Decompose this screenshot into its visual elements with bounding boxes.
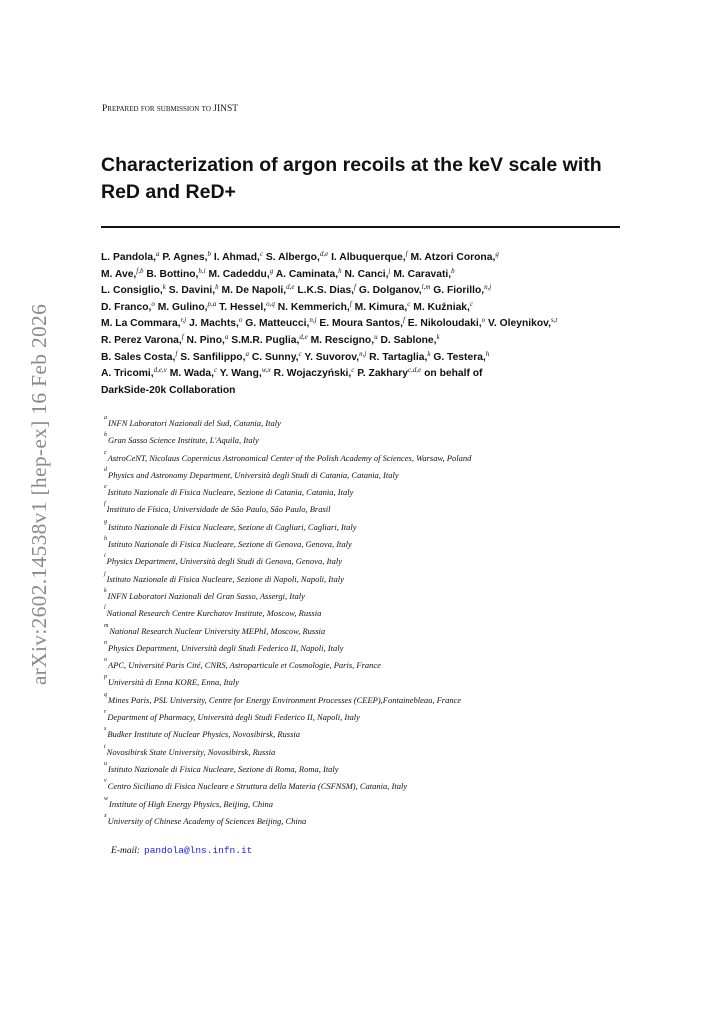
- author-affiliation-mark: f: [354, 283, 356, 292]
- author-name: S.M.R. Puglia,: [231, 334, 300, 346]
- affiliation-tag: w: [104, 795, 109, 802]
- author: [331, 252, 408, 263]
- affiliation-item: [104, 571, 634, 588]
- affiliation-item: [104, 605, 634, 622]
- affiliation-tag: v: [104, 778, 107, 785]
- affiliation-item: [104, 450, 634, 467]
- author: [157, 299, 217, 313]
- affiliation-tag: e: [104, 484, 107, 491]
- email-link[interactable]: pandola@lns.infn.it: [144, 845, 253, 856]
- affiliation-item: [104, 744, 634, 761]
- author-name: A. Tricomi,: [101, 368, 154, 380]
- affiliation-tag: a: [104, 415, 107, 421]
- affiliation-item: [104, 674, 634, 691]
- author-name: N. Kemmerich,: [277, 301, 350, 313]
- affiliation-text: Department of Pharmacy, Università degli Studi Federico II, Napoli, Italy: [107, 712, 360, 723]
- author: [275, 266, 342, 280]
- author-name: N. Pino,: [186, 334, 225, 346]
- author: [393, 266, 455, 280]
- author: [310, 332, 378, 346]
- affiliation-text: National Research Nuclear University MEPhI, Moscow, Russia: [109, 625, 326, 636]
- affiliation-item: [104, 432, 634, 449]
- author-affiliation-mark: u: [374, 332, 378, 341]
- affiliation-item: [104, 588, 634, 605]
- author-name: D. Franco,: [101, 301, 152, 313]
- author-affiliation-mark: c: [469, 299, 473, 308]
- author-affiliation-mark: w,x: [261, 366, 271, 375]
- affiliation-item: [104, 519, 634, 536]
- affiliation-tag: b: [104, 432, 107, 439]
- author-affiliation-mark: f: [175, 349, 178, 358]
- author: [251, 349, 302, 363]
- affiliation-text: Istituto Nazionale di Fisica Nucleare, Sezione di Cagliari, Cagliari, Italy: [108, 521, 357, 532]
- author-name: B. Sales Costa,: [101, 351, 176, 363]
- author: [380, 332, 440, 346]
- author-name: I. Ahmad,: [213, 252, 260, 263]
- affiliation-tag: l: [104, 605, 106, 612]
- author-name: M. Atzori Corona,: [410, 252, 496, 263]
- affiliation-text: Istituto Nazionale di Fisica Nucleare, Sezione di Napoli, Napoli, Italy: [106, 573, 344, 584]
- affiliation-item: [104, 761, 634, 778]
- affiliation-text: National Research Centre Kurchatov Institute, Moscow, Russia: [106, 608, 322, 619]
- author-name: M. Ave,: [101, 268, 137, 280]
- author: [369, 349, 431, 363]
- author-line: [101, 366, 626, 383]
- author-affiliation-mark: c: [351, 366, 355, 375]
- author: [220, 368, 271, 379]
- affiliation-tag: h: [104, 536, 107, 543]
- author-name: C. Sunny,: [251, 351, 299, 363]
- author-name: P. Zakhary: [357, 368, 409, 380]
- author-affiliation-mark: g: [495, 250, 499, 258]
- author-name: M. Kimura,: [354, 301, 408, 313]
- affiliation-text: Mines Paris, PSL University, Centre for Energy Environment Processes (CEEP),Fontainebleau, France: [108, 694, 462, 705]
- author-affiliation-mark: b: [451, 266, 455, 275]
- author: [101, 349, 178, 363]
- author: [222, 285, 295, 296]
- author-name: S. Davini,: [168, 285, 216, 297]
- affiliation-tag: t: [104, 743, 106, 750]
- author-name: A. Caminata,: [275, 268, 339, 280]
- arxiv-identifier-stamp: [20, 292, 60, 697]
- affiliation-item: [104, 657, 634, 674]
- author: [488, 318, 557, 329]
- affiliation-text: Centro Siciliano di Fisica Nucleare e Struttura della Materia (CSFNSM), Catania, Italy: [107, 781, 408, 792]
- affiliation-tag: k: [104, 587, 107, 594]
- affiliation-text: Gran Sasso Science Institute, L'Aquila, Italy: [108, 435, 259, 446]
- author-affiliation-mark: f: [181, 332, 184, 341]
- author-affiliation-mark: c: [259, 250, 263, 258]
- affiliation-text: Instituto de Física, Universidade de São Paulo, São Paulo, Brasil: [106, 504, 331, 515]
- author-affiliation-mark: c: [214, 366, 218, 375]
- paper-title: [101, 152, 626, 206]
- author-affiliation-mark: n,j: [484, 283, 492, 292]
- affiliation-tag: s: [104, 726, 107, 733]
- affiliation-text: APC, Université Paris Cité, CNRS, Astroparticule et Cosmologie, Paris, France: [108, 660, 381, 671]
- affiliation-item: [104, 813, 634, 830]
- author-line: [101, 250, 626, 267]
- affiliation-tag: f: [104, 501, 106, 508]
- author-name: M. Cadeddu,: [208, 268, 270, 280]
- affiliation-item: [104, 501, 634, 518]
- author: [357, 368, 421, 379]
- author-affiliation-mark: n,j: [309, 316, 317, 325]
- author-affiliation-mark: o: [481, 316, 486, 325]
- author-name: N. Canci,: [344, 268, 389, 280]
- author: [101, 368, 167, 379]
- author-name: R. Tartaglia,: [369, 351, 428, 363]
- affiliation-item: [104, 623, 634, 640]
- author-name: M. Gulino,: [157, 301, 208, 313]
- author-affiliation-mark: c,d,e: [408, 366, 422, 375]
- author: [169, 285, 219, 296]
- affiliation-item: [104, 778, 634, 795]
- affiliation-text: Institute of High Energy Physics, Beijing, China: [109, 798, 274, 809]
- author-affiliation-mark: d,e: [299, 332, 308, 341]
- author-affiliation-mark: d,e,v: [153, 366, 167, 375]
- author-name: I. Albuquerque,: [331, 252, 406, 263]
- author: [245, 318, 316, 329]
- author-affiliation-mark: f,b: [136, 266, 144, 275]
- author-affiliation-mark: o: [151, 299, 155, 308]
- author-name: G. Dolganov,: [358, 285, 422, 297]
- author-affiliation-mark: k: [436, 332, 440, 341]
- author-name: R. Wojaczyński,: [273, 368, 352, 380]
- author: [231, 332, 308, 346]
- affiliation-text: INFN Laboratori Nazionali del Sud, Catania, Italy: [108, 418, 281, 428]
- contact-email: [111, 845, 252, 856]
- author-line: [101, 316, 626, 333]
- author-name: Y. Wang,: [219, 368, 262, 380]
- author-name: D. Sablone,: [380, 334, 437, 346]
- author-affiliation-mark: h,i: [198, 266, 206, 275]
- affiliation-list: [104, 415, 634, 830]
- author-name: R. Perez Varona,: [101, 334, 182, 346]
- author: [413, 299, 473, 313]
- affiliation-tag: o: [104, 657, 107, 664]
- affiliation-item: [104, 709, 634, 726]
- author-name: G. Fiorillo,: [433, 285, 485, 297]
- affiliation-item: [104, 467, 634, 484]
- affiliation-text: Istituto Nazionale di Fisica Nucleare, Sezione di Roma, Roma, Italy: [108, 763, 339, 774]
- author-name: E. Moura Santos,: [319, 318, 403, 330]
- author-name: B. Bottino,: [146, 268, 199, 280]
- author-affiliation-mark: f: [402, 316, 405, 325]
- affiliation-tag: r: [104, 709, 107, 716]
- affiliation-text: INFN Laboratori Nazionali del Gran Sasso, Assergi, Italy: [107, 590, 305, 601]
- author-line: [101, 333, 626, 350]
- author-affiliation-mark: s,t: [550, 316, 558, 325]
- author-affiliation-mark: g: [269, 266, 274, 275]
- author-affiliation-mark: b: [207, 250, 212, 258]
- affiliation-text: Novosibirsk State University, Novosibirsk, Russia: [106, 746, 276, 757]
- author: [433, 349, 490, 363]
- affiliation-tag: d: [104, 466, 107, 473]
- author-name: L. Pandola,: [101, 252, 156, 263]
- affiliation-text: Physics Department, Università degli Studi di Genova, Genova, Italy: [106, 556, 343, 567]
- affiliation-text: AstroCeNT, Nicolaus Copernicus Astronomical Center of the Polish Academy of Sciences, Warsaw, Poland: [107, 452, 472, 463]
- author-line: [101, 350, 626, 367]
- author-affiliation-mark: k: [427, 349, 431, 358]
- affiliation-tag: n: [104, 639, 107, 646]
- author-name: M. Caravati,: [393, 268, 452, 280]
- affiliation-text: Università di Enna KORE, Enna, Italy: [108, 677, 240, 688]
- affiliation-item: [104, 796, 634, 813]
- author-name: J. Machts,: [189, 318, 239, 330]
- affiliation-tag: p: [104, 674, 107, 681]
- author-affiliation-mark: f: [405, 250, 408, 258]
- submission-note: Prepared for submission to JINST: [102, 104, 239, 114]
- author-name: S. Sanfilippo,: [180, 351, 246, 363]
- affiliation-tag: q: [104, 691, 107, 698]
- author-affiliation-mark: o,q: [266, 299, 275, 308]
- author-affiliation-mark: l,m: [421, 283, 431, 292]
- affiliation-text: Physics and Astronomy Department, Università degli Studi di Catania, Catania, Italy: [108, 469, 399, 480]
- paper-title-line-2: ReD and ReD+: [101, 181, 236, 203]
- author-name: M. La Commara,: [101, 318, 181, 330]
- author-name: E. Nikoloudaki,: [407, 318, 482, 330]
- author: [410, 252, 498, 263]
- author: [146, 266, 206, 280]
- affiliation-item: [104, 415, 634, 432]
- author-line: [101, 300, 626, 317]
- author-name: G. Testera,: [433, 351, 486, 363]
- affiliation-tag: g: [104, 518, 107, 525]
- affiliation-tag: c: [104, 449, 107, 456]
- author-affiliation-mark: k: [162, 283, 166, 292]
- author-affiliation-mark: p,a: [207, 299, 217, 308]
- author-suffix: on behalf of: [424, 368, 483, 380]
- affiliation-item: [104, 726, 634, 743]
- affiliation-text: Physics Department, Università degli Studi Federico II, Napoli, Italy: [108, 642, 344, 653]
- author-line: [101, 283, 626, 300]
- author: [304, 349, 367, 363]
- collaboration-name: DarkSide-20k Collaboration: [101, 384, 236, 396]
- author-affiliation-mark: a: [245, 349, 249, 358]
- author-affiliation-mark: r,j: [180, 316, 187, 325]
- affiliation-item: [104, 692, 634, 709]
- author: [219, 299, 275, 313]
- author: [319, 318, 405, 329]
- author-affiliation-mark: h: [338, 266, 342, 275]
- affiliation-item: [104, 640, 634, 657]
- author-name: Y. Suvorov,: [304, 351, 360, 363]
- author-affiliation-mark: c: [407, 299, 411, 308]
- author-affiliation-mark: a: [224, 332, 229, 341]
- affiliation-text: University of Chinese Academy of Sciences Beijing, China: [107, 815, 307, 826]
- author-affiliation-mark: c: [298, 349, 302, 358]
- author: [297, 285, 356, 296]
- author: [408, 318, 485, 329]
- author: [344, 266, 391, 280]
- author-name: L.K.S. Dias,: [297, 285, 355, 297]
- author-name: M. De Napoli,: [221, 285, 287, 297]
- author: [101, 318, 186, 329]
- affiliation-text: Budker Institute of Nuclear Physics, Novosibirsk, Russia: [107, 729, 300, 740]
- author: [433, 285, 491, 296]
- affiliation-tag: i: [104, 553, 106, 560]
- author-affiliation-mark: j: [388, 266, 391, 275]
- email-label: E-mail:: [111, 846, 141, 856]
- author: [170, 368, 217, 379]
- author-affiliation-mark: f: [349, 299, 352, 308]
- author-name: G. Matteucci,: [245, 318, 310, 330]
- author: [266, 252, 328, 263]
- affiliation-tag: j: [104, 570, 106, 577]
- author: [359, 285, 431, 296]
- affiliation-text: Istituto Nazionale di Fisica Nucleare, Sezione di Catania, Catania, Italy: [107, 487, 354, 498]
- author-affiliation-mark: d,e: [286, 283, 295, 292]
- paper-title-line-1: Characterization of argon recoils at the keV scale with: [101, 154, 602, 176]
- arxiv-identifier-text: arXiv:2602.14538v1 [hep-ex] 16 Feb 2026: [27, 303, 52, 686]
- affiliation-item: [104, 536, 634, 553]
- author-name: P. Agnes,: [162, 252, 208, 263]
- author-name: M. Rescigno,: [310, 334, 375, 346]
- author-affiliation-mark: d,e: [319, 250, 329, 258]
- author: [186, 332, 229, 346]
- author: [189, 318, 242, 329]
- author-name: M. Wada,: [169, 368, 214, 380]
- author: [214, 252, 263, 263]
- author-name: S. Albergo,: [265, 252, 320, 263]
- title-rule: [101, 226, 620, 228]
- author: [162, 252, 211, 263]
- author-name: M. Kuźniak,: [413, 301, 470, 313]
- author-name: T. Hessel,: [219, 301, 267, 313]
- author-name: L. Consiglio,: [101, 285, 163, 297]
- author-affiliation-mark: o: [238, 316, 243, 325]
- author: [101, 266, 144, 280]
- author-affiliation-mark: h: [215, 283, 219, 292]
- affiliation-tag: x: [104, 812, 107, 819]
- affiliation-text: Istituto Nazionale di Fisica Nucleare, Sezione di Genova, Genova, Italy: [108, 539, 352, 550]
- author: [101, 332, 184, 346]
- author-affiliation-mark: h: [485, 349, 490, 358]
- author: [101, 285, 166, 296]
- author: [274, 368, 355, 379]
- affiliation-item: [104, 553, 634, 570]
- author: [354, 299, 411, 313]
- affiliation-tag: u: [104, 760, 107, 767]
- author: [180, 349, 249, 363]
- author-name: V. Oleynikov,: [487, 318, 551, 330]
- affiliation-tag: m: [104, 622, 109, 629]
- author: [101, 252, 159, 263]
- author-line: [101, 267, 626, 284]
- affiliation-item: [104, 484, 634, 501]
- author-affiliation-mark: n,j: [359, 349, 367, 358]
- author-affiliation-mark: a: [155, 250, 160, 258]
- author: [208, 266, 274, 280]
- author: [101, 299, 155, 313]
- author: [277, 299, 352, 313]
- author-list: [101, 250, 626, 399]
